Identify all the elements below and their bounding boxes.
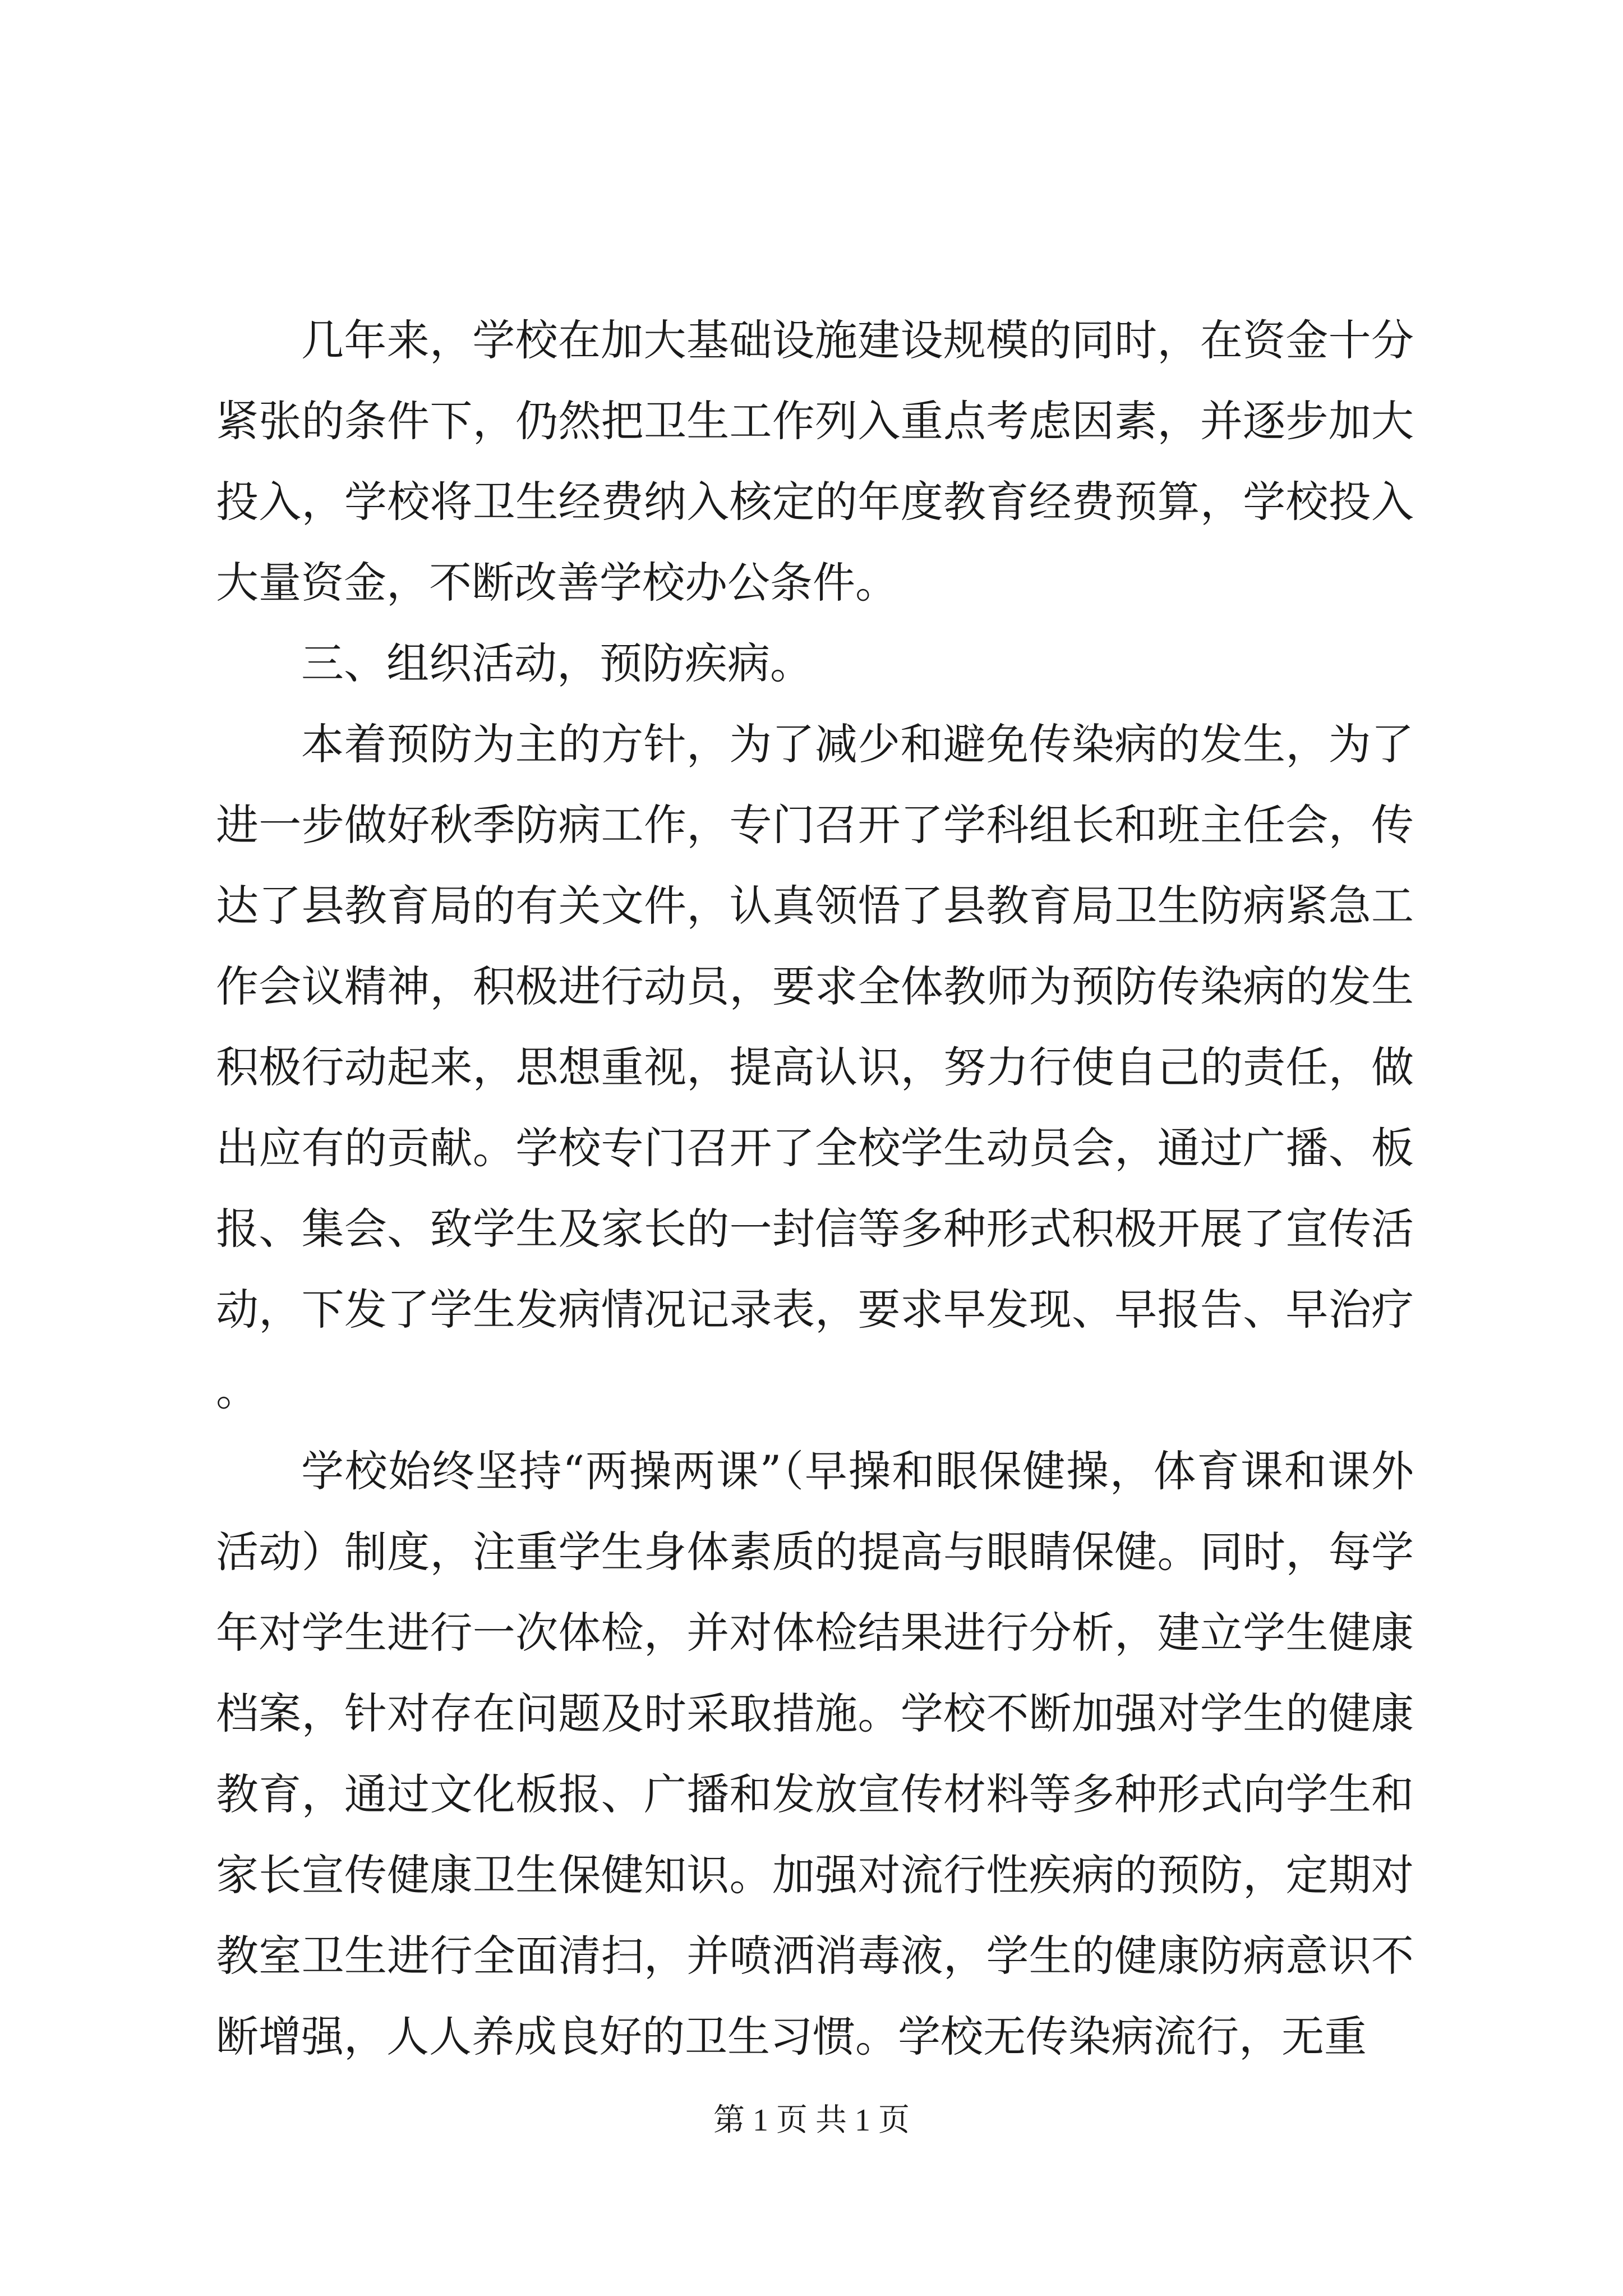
page-footer: 第 1 页 共 1 页 xyxy=(713,2103,910,2138)
document-body xyxy=(216,300,1414,2077)
paragraph-epidemic-prevention: 本着预防为主的方针，为了减少和避免传染病的发生，为了进一步做好秋季防病工作，专门召开了学科组长和班主任会，传达了县教育局的有关文件，认真领悟了县教育局卫生防病紧急工作会议精神，积极进行动员，要求全体教师为预防传染病的发生积极行动起来，思想重视，提高认识，努力行使自己的责任，做出应有的贡献。学校专门召开了全校学生动员会，通过广播、板报、集会、致学生及家长的一封信等多种形式积极开展了宣传活动，下发了学生发病情况记录表，要求早发现、早报告、早治疗。 xyxy=(216,719,1414,1415)
section-heading-prevention: 三、组织活动，预防疾病。 xyxy=(301,638,813,688)
paragraph-investment: 几年来，学校在加大基础设施建设规模的同时，在资金十分紧张的条件下，仍然把卫生工作列入重点考虑因素，并逐步加大投入，学校将卫生经费纳入核定的年度教育经费预算，学校投入大量资金，不断改善学校办公条件。 xyxy=(216,315,1414,608)
paragraph-health-education: 学校始终坚持“两操两课”（早操和眼保健操，体育课和课外活动）制度，注重学生身体素质的提高与眼睛保健。同时，每学年对学生进行一次体检，并对体检结果进行分析，建立学生健康档案，针对存在问题及时采取措施。学校不断加强对学生的健康教育，通过文化板报、广播和发放宣传材料等多种形式向学生和家长宣传健康卫生保健知识。加强对流行性疾病的预防，定期对教室卫生进行全面清扫，并喷洒消毒液，学生的健康防病意识不断增强，人人养成良好的卫生习惯。学校无传染病流行，无重 xyxy=(216,1446,1414,2062)
